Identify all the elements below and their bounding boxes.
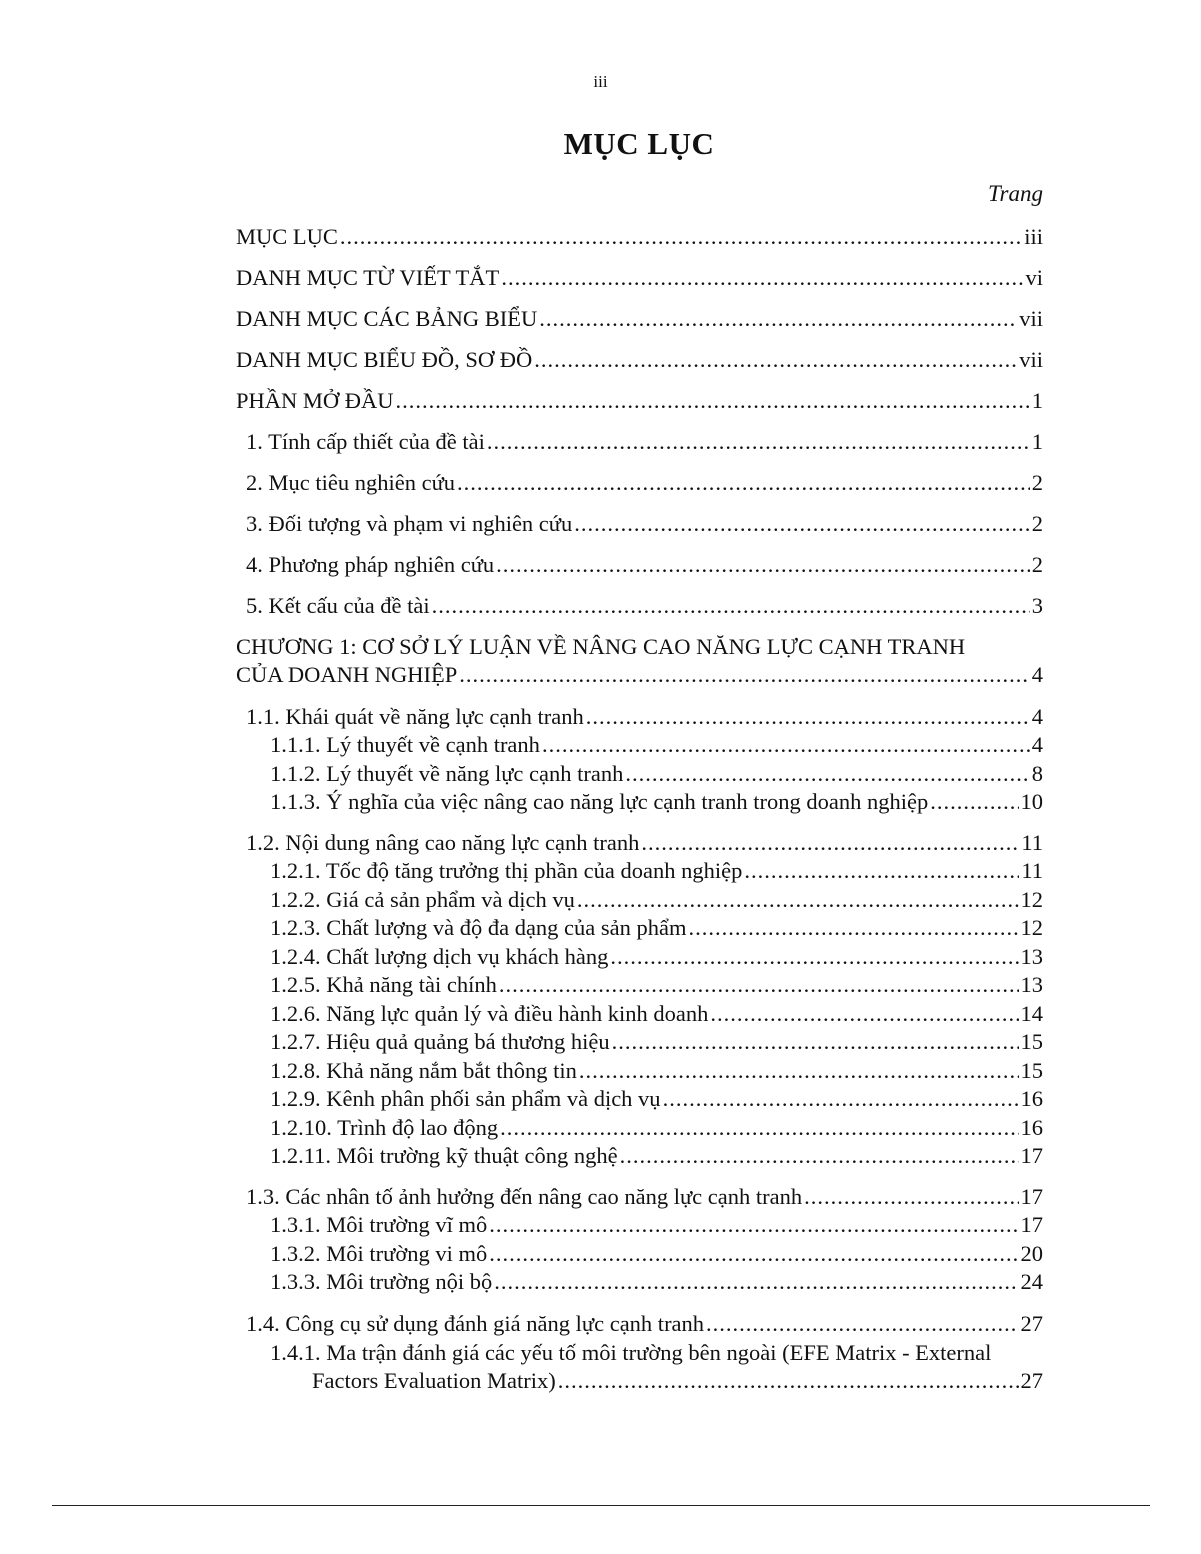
toc-entry-label: 1.1.2. Lý thuyết về năng lực cạnh tranh (270, 761, 624, 786)
toc-entry-label-line1: CHƯƠNG 1: CƠ SỞ LÝ LUẬN VỀ NÂNG CAO NĂNG LỰC CẠNH TRANH (236, 634, 966, 659)
toc-entry[interactable] (246, 829, 1043, 857)
toc-entry-label: 1.1.1. Lý thuyết về cạnh tranh (270, 732, 540, 757)
toc-entry-page: 2 (1031, 552, 1043, 577)
toc-entry-page: 16 (1020, 1115, 1043, 1140)
toc-entry-page: 13 (1020, 972, 1043, 997)
toc-entry-label: PHẦN MỞ ĐẦU (236, 388, 394, 413)
dot-leader (432, 592, 1030, 620)
dot-leader (499, 971, 1019, 999)
dot-leader (539, 305, 1017, 333)
dot-leader (610, 943, 1018, 971)
dot-leader (534, 346, 1017, 374)
toc-entry-page: 2 (1031, 470, 1043, 495)
toc-entry[interactable] (246, 592, 1043, 620)
dot-leader (612, 1028, 1019, 1056)
toc-entry[interactable] (246, 428, 1043, 456)
toc-entry-label: 1.2.4. Chất lượng dịch vụ khách hàng (270, 944, 609, 969)
toc-entry-label-line1: 1.4.1. Ma trận đánh giá các yếu tố môi trường bên ngoài (EFE Matrix - External (270, 1340, 992, 1365)
toc-entry-page: 2 (1031, 511, 1043, 536)
toc-entry[interactable] (246, 1310, 1043, 1338)
toc-entry[interactable] (246, 703, 1043, 731)
toc-entry[interactable] (270, 971, 1043, 999)
toc-entry-page: 12 (1020, 887, 1043, 912)
dot-leader (489, 1240, 1018, 1268)
toc-entry-page: 4 (1031, 732, 1043, 757)
dot-leader (663, 1085, 1019, 1113)
toc-entry-label: 1.2.8. Khả năng nắm bắt thông tin (270, 1058, 577, 1083)
toc-entry-page: 1 (1031, 429, 1043, 454)
dot-leader (501, 264, 1023, 292)
dot-leader (586, 703, 1030, 731)
toc-entry-label: 1.2. Nội dung nâng cao năng lực cạnh tranh (246, 830, 640, 855)
toc-entry-label: 1.2.1. Tốc độ tăng trưởng thị phần của doanh nghiệp (270, 858, 743, 883)
toc-entry-page: 17 (1020, 1143, 1043, 1168)
toc-entry-page: 27 (1020, 1311, 1043, 1336)
toc-entry-label: 5. Kết cấu của đề tài (246, 593, 430, 618)
toc-entry[interactable] (270, 1000, 1043, 1028)
dot-leader (487, 428, 1030, 456)
toc-entry[interactable] (270, 760, 1043, 788)
toc-entry-label: 1.2.5. Khả năng tài chính (270, 972, 497, 997)
toc-entry-page: 13 (1020, 944, 1043, 969)
toc-entry-label: DANH MỤC CÁC BẢNG BIỂU (236, 306, 538, 331)
dot-leader (558, 1367, 1019, 1395)
toc-entry[interactable] (270, 1268, 1043, 1296)
dot-leader (494, 1268, 1018, 1296)
toc-entry-page: 15 (1020, 1058, 1043, 1083)
toc-entry[interactable] (236, 264, 1043, 292)
dot-leader (744, 857, 1019, 885)
toc-entry-page: 20 (1020, 1241, 1043, 1266)
toc-entry-label: 3. Đối tượng và phạm vi nghiên cứu (246, 511, 573, 536)
dot-leader (577, 886, 1019, 914)
toc-entry-label: 1.2.2. Giá cả sản phẩm và dịch vụ (270, 887, 575, 912)
toc-entry-page: 16 (1020, 1086, 1043, 1111)
toc-entry[interactable] (246, 551, 1043, 579)
toc-entry-label: 1.1. Khái quát về năng lực cạnh tranh (246, 704, 584, 729)
toc-entry[interactable] (270, 1057, 1043, 1085)
toc-entry-chapter[interactable] (236, 633, 1043, 689)
toc-entry[interactable] (236, 346, 1043, 374)
toc-entry-label: 4. Phương pháp nghiên cứu (246, 552, 495, 577)
dot-leader (710, 1000, 1018, 1028)
toc-entry-label: 1.3.3. Môi trường nội bộ (270, 1269, 493, 1294)
toc-entry-label: 1.3.2. Môi trường vi mô (270, 1241, 488, 1266)
toc-entry[interactable] (270, 943, 1043, 971)
toc-entry-page: 10 (1020, 789, 1043, 814)
toc-entry-label: 1.2.10. Trình độ lao động (270, 1115, 499, 1140)
toc-entry-page: 8 (1031, 761, 1043, 786)
dot-leader (706, 1310, 1018, 1338)
toc-entry-label: 2. Mục tiêu nghiên cứu (246, 470, 456, 495)
toc-entry-label: DANH MỤC BIỂU ĐỒ, SƠ ĐỒ (236, 347, 533, 372)
dot-leader (340, 223, 1022, 251)
dot-leader (620, 1142, 1019, 1170)
toc-entry[interactable] (270, 788, 1043, 816)
toc-entry-page: 3 (1031, 593, 1043, 618)
dot-leader (574, 510, 1030, 538)
toc-entry[interactable] (270, 886, 1043, 914)
toc-entry-page: 11 (1021, 858, 1043, 883)
dot-leader (542, 731, 1030, 759)
toc-entry[interactable] (270, 914, 1043, 942)
dot-leader (930, 788, 1018, 816)
toc-entry-page: iii (1024, 224, 1043, 249)
toc-entry-label: 1.3. Các nhân tố ảnh hưởng đến nâng cao năng lực cạnh tranh (246, 1184, 803, 1209)
toc-entry[interactable] (236, 223, 1043, 251)
toc-entry-label: MỤC LỤC (236, 224, 338, 249)
page-number: iii (593, 72, 608, 91)
toc-entry[interactable] (270, 1028, 1043, 1056)
toc-entry-page: 4 (1031, 662, 1043, 687)
toc-entry-label: 1. Tính cấp thiết của đề tài (246, 429, 485, 454)
toc-entry[interactable] (270, 1339, 1043, 1395)
dot-leader (457, 469, 1030, 497)
dot-leader (689, 914, 1019, 942)
toc-entry[interactable] (246, 510, 1043, 538)
toc-entry-page: 17 (1020, 1212, 1043, 1237)
toc-entry[interactable] (270, 1142, 1043, 1170)
toc-entry-page: 27 (1020, 1368, 1043, 1393)
toc-entry-page: 1 (1031, 388, 1043, 413)
toc-entry-page: 15 (1020, 1029, 1043, 1054)
toc-entry[interactable] (270, 1114, 1043, 1142)
toc-entry-label: 1.2.7. Hiệu quả quảng bá thương hiệu (270, 1029, 610, 1054)
toc-entry-page: 14 (1020, 1001, 1043, 1026)
dot-leader (641, 829, 1019, 857)
page-column-header: Trang (988, 181, 1043, 206)
toc-entry-label: 1.4. Công cụ sử dụng đánh giá năng lực cạnh tranh (246, 1311, 705, 1336)
page-title: MỤC LỤC (563, 126, 715, 161)
toc-entry-label: 1.2.3. Chất lượng và độ đa dạng của sản phẩm (270, 915, 687, 940)
dot-leader (396, 387, 1030, 415)
toc-entry-page: vii (1019, 306, 1043, 331)
toc-entry[interactable] (270, 731, 1043, 759)
toc-entry-label: 1.2.11. Môi trường kỹ thuật công nghệ (270, 1143, 618, 1168)
footer-rule (52, 1505, 1150, 1506)
toc-entry[interactable] (246, 1183, 1043, 1211)
toc-entry[interactable] (236, 387, 1043, 415)
toc-entry-label: 1.2.6. Năng lực quản lý và điều hành kinh doanh (270, 1001, 709, 1026)
toc-entry[interactable] (270, 1085, 1043, 1113)
toc-entry[interactable] (246, 469, 1043, 497)
toc-entry-label-line2: CỦA DOANH NGHIỆP (236, 662, 458, 687)
toc-entry-page: 12 (1020, 915, 1043, 940)
toc-entry-label: 1.2.9. Kênh phân phối sản phẩm và dịch vụ (270, 1086, 661, 1111)
toc-entry-label: 1.1.3. Ý nghĩa của việc nâng cao năng lực cạnh tranh trong doanh nghiệp (270, 789, 929, 814)
toc-entry[interactable] (270, 1211, 1043, 1239)
toc-entry[interactable] (270, 857, 1043, 885)
toc-entry[interactable] (236, 305, 1043, 333)
toc-entry[interactable] (270, 1240, 1043, 1268)
toc-entry-page: 11 (1021, 830, 1043, 855)
dot-leader (459, 661, 1029, 689)
toc-entry-page: vi (1025, 265, 1043, 290)
toc-entry-label: DANH MỤC TỪ VIẾT TẮT (236, 265, 500, 290)
dot-leader (579, 1057, 1019, 1085)
dot-leader (804, 1183, 1018, 1211)
toc-entry-page: vii (1019, 347, 1043, 372)
dot-leader (625, 760, 1029, 788)
toc-entry-label: 1.3.1. Môi trường vĩ mô (270, 1212, 488, 1237)
toc-entry-label-line2: Factors Evaluation Matrix) (312, 1368, 556, 1393)
dot-leader (489, 1211, 1018, 1239)
toc-entry-page: 4 (1031, 704, 1043, 729)
dot-leader (500, 1114, 1018, 1142)
toc-entry-page: 17 (1020, 1184, 1043, 1209)
toc-entry-page: 24 (1020, 1269, 1043, 1294)
dot-leader (496, 551, 1030, 579)
